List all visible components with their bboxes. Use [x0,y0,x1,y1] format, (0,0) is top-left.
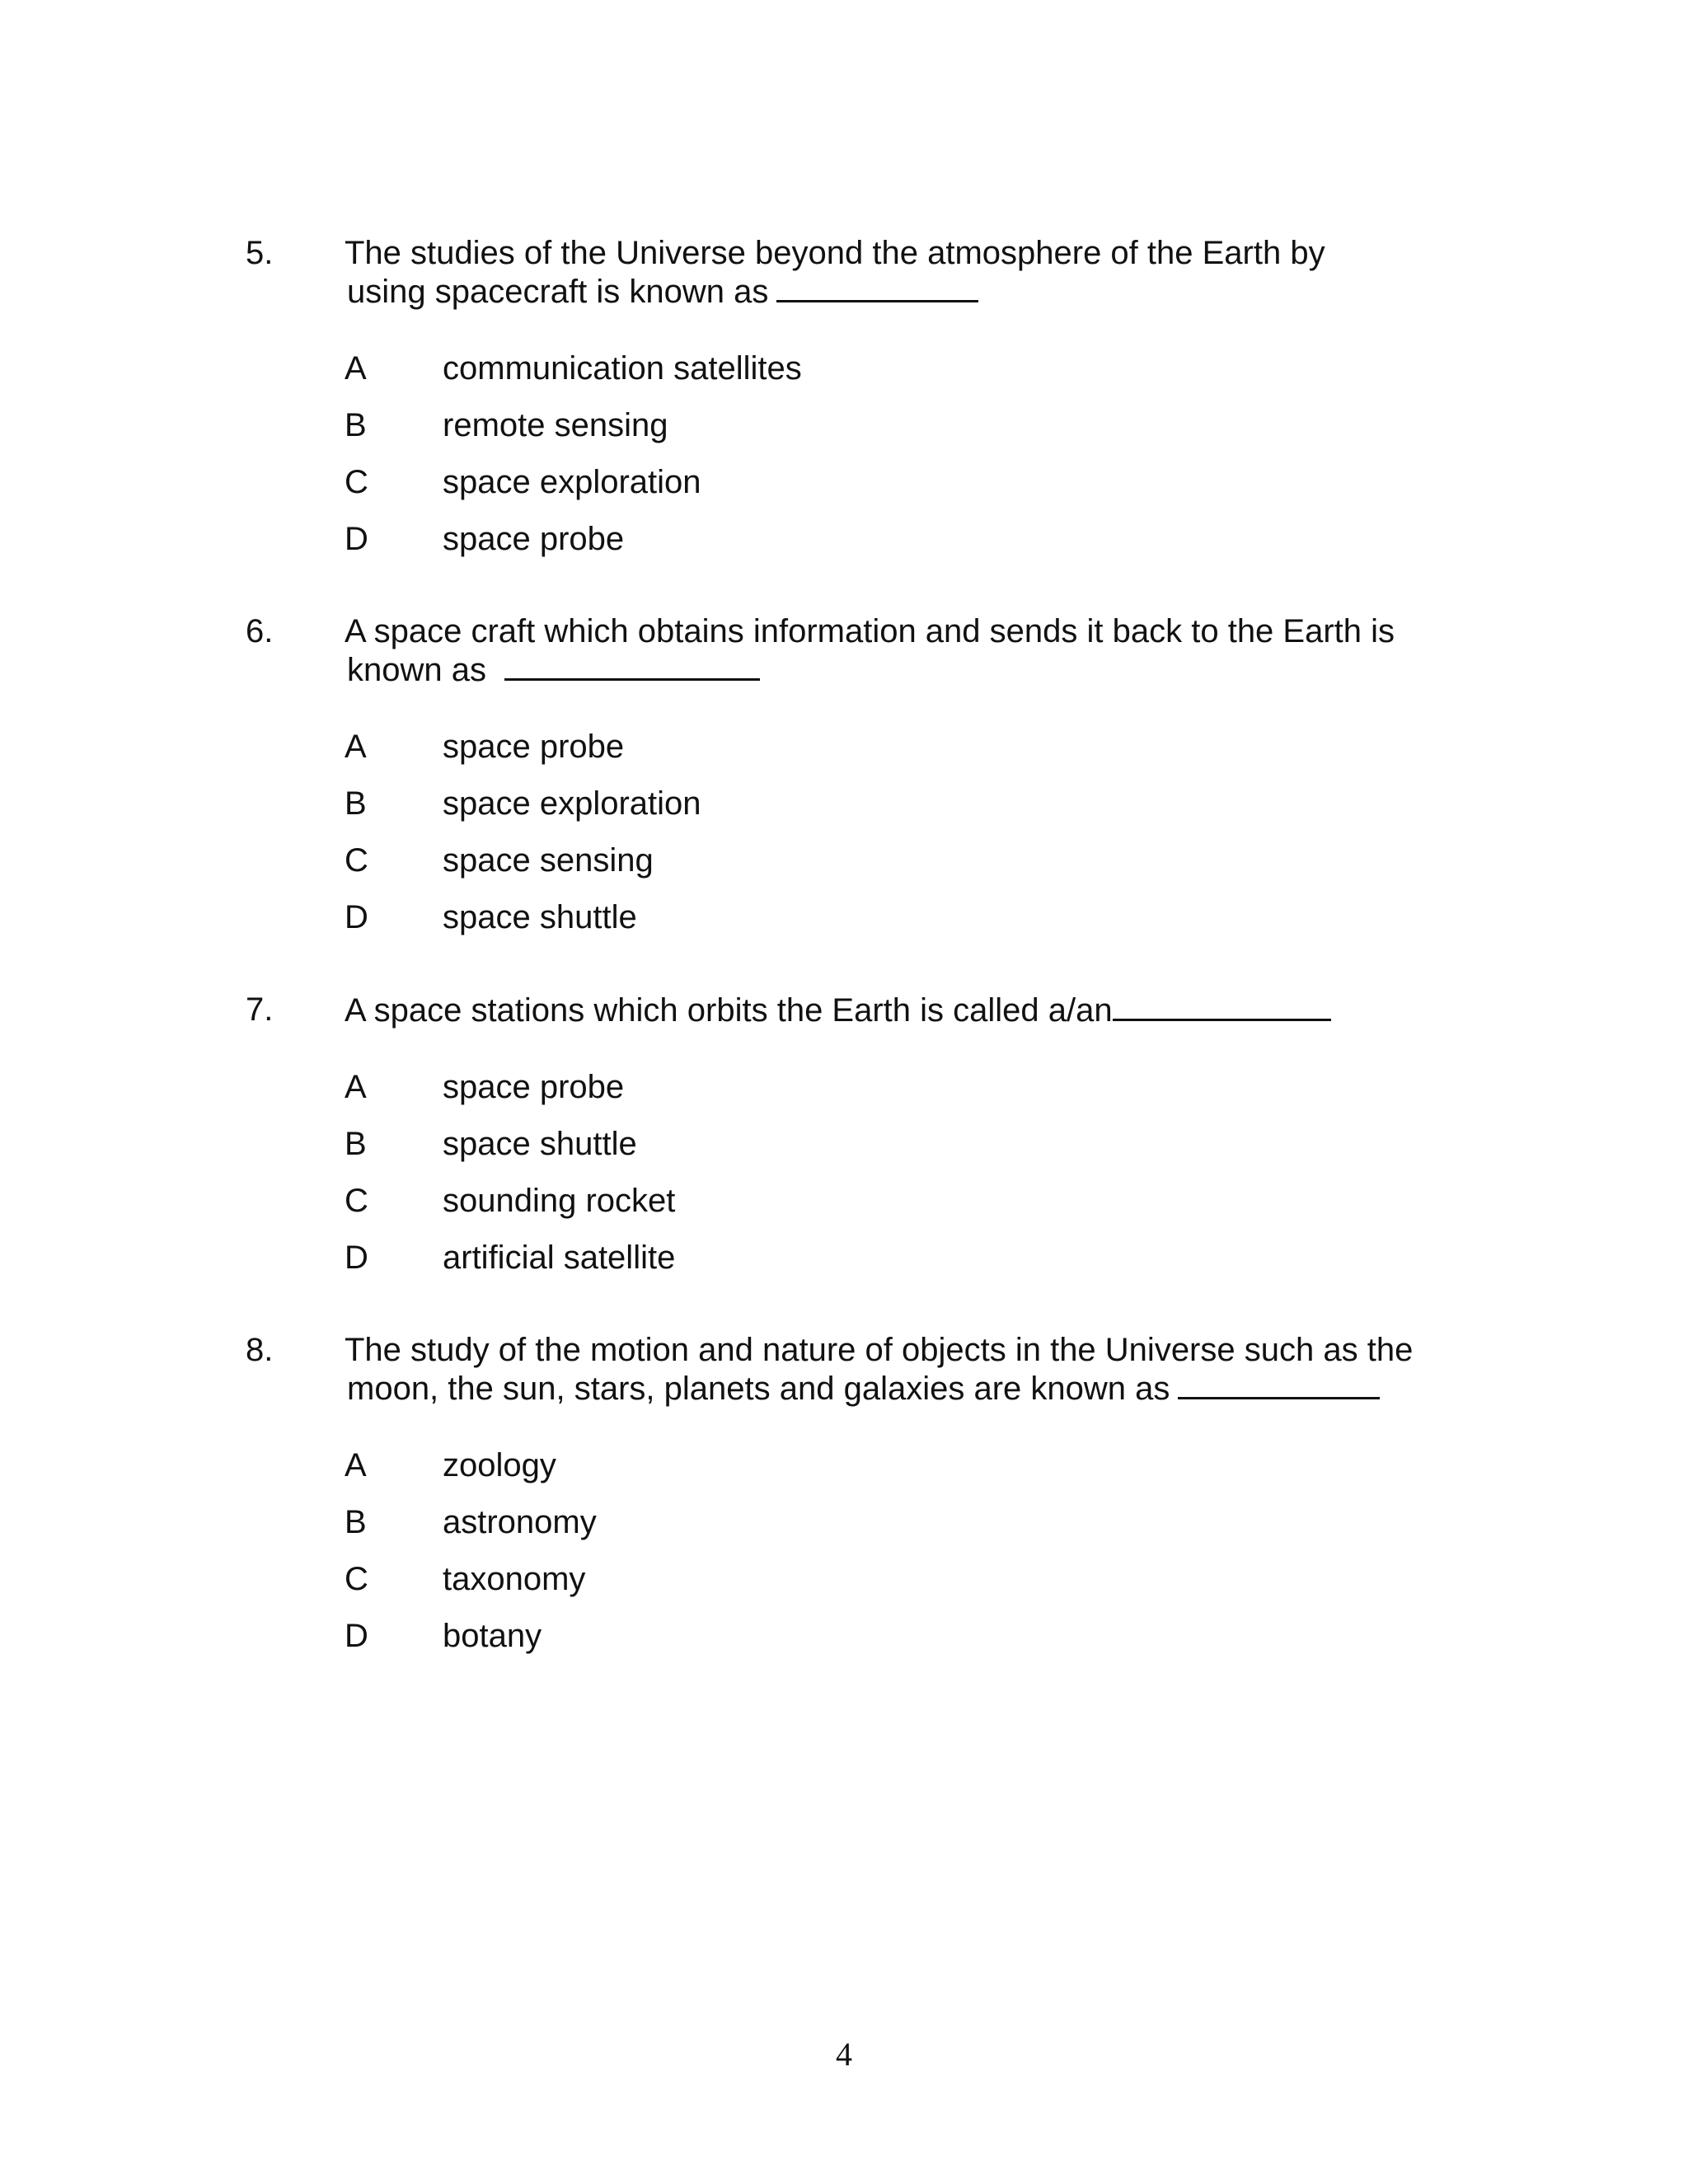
option-letter: B [345,1126,367,1162]
question-line-with-blank [345,272,1449,311]
option-text: space shuttle [443,899,637,935]
question-line-with-blank [345,1369,1449,1408]
question-line: The study of the motion and nature of objects in the Universe such as the [345,1332,1414,1368]
option-c [0,1560,1688,1598]
question-line: A space stations which orbits the Earth is called a/an [345,992,1113,1029]
option-a [0,1068,1688,1106]
answer-blank [1178,1369,1380,1399]
option-d [0,1239,1688,1277]
option-d [0,520,1688,558]
option-letter: D [345,521,368,557]
answer-blank [1113,991,1331,1021]
option-a [0,1446,1688,1484]
option-text: space probe [443,729,625,765]
option-b [0,1125,1688,1163]
option-text: space exploration [443,464,701,500]
option-c [0,1182,1688,1220]
question-line-with-blank [345,650,1449,689]
option-letter: D [345,899,368,935]
option-d [0,1617,1688,1655]
option-text: artificial satellite [443,1240,676,1276]
option-letter: B [345,785,367,822]
question-line: The studies of the Universe beyond the atmosphere of the Earth by [345,235,1325,271]
option-text: communication satellites [443,350,802,387]
option-text: space exploration [443,785,701,822]
option-a [0,349,1688,387]
option-c [0,463,1688,501]
question-text [345,991,1449,1029]
option-letter: C [345,1183,368,1219]
question-number: 5. [246,235,274,271]
option-letter: B [345,1504,367,1540]
option-text: astronomy [443,1504,597,1540]
question-number: 6. [246,613,274,649]
page-number: 4 [836,2036,852,2073]
option-d [0,898,1688,936]
question-line: A space craft which obtains information and sends it back to the Earth is [345,613,1395,649]
option-letter: A [345,1447,367,1483]
option-letter: D [345,1240,368,1276]
option-letter: C [345,1561,368,1597]
option-a [0,728,1688,766]
option-letter: A [345,350,367,387]
option-letter: A [345,1069,367,1105]
option-b [0,785,1688,823]
option-letter: B [345,407,367,443]
option-text: space probe [443,1069,625,1105]
option-text: remote sensing [443,407,668,443]
option-text: botany [443,1618,542,1654]
question-text [345,612,1449,689]
option-text: space sensing [443,842,654,879]
option-text: space probe [443,521,625,557]
option-letter: A [345,729,367,765]
option-text: sounding rocket [443,1183,676,1219]
question-number: 8. [246,1332,274,1368]
option-letter: D [345,1618,368,1654]
option-b [0,1503,1688,1541]
question-line-with-blank [345,991,1449,1029]
answer-blank [776,272,978,302]
option-letter: C [345,842,368,879]
question-line: known as [347,652,486,688]
option-text: zoology [443,1447,556,1483]
question-text [345,1331,1449,1408]
question-text [345,234,1449,311]
question-line: moon, the sun, stars, planets and galaxies are known as [347,1371,1170,1407]
answer-blank [504,650,760,681]
option-text: space shuttle [443,1126,637,1162]
option-b [0,406,1688,444]
option-text: taxonomy [443,1561,586,1597]
option-letter: C [345,464,368,500]
question-line: using spacecraft is known as [347,274,769,310]
question-number: 7. [246,991,274,1028]
option-c [0,841,1688,879]
